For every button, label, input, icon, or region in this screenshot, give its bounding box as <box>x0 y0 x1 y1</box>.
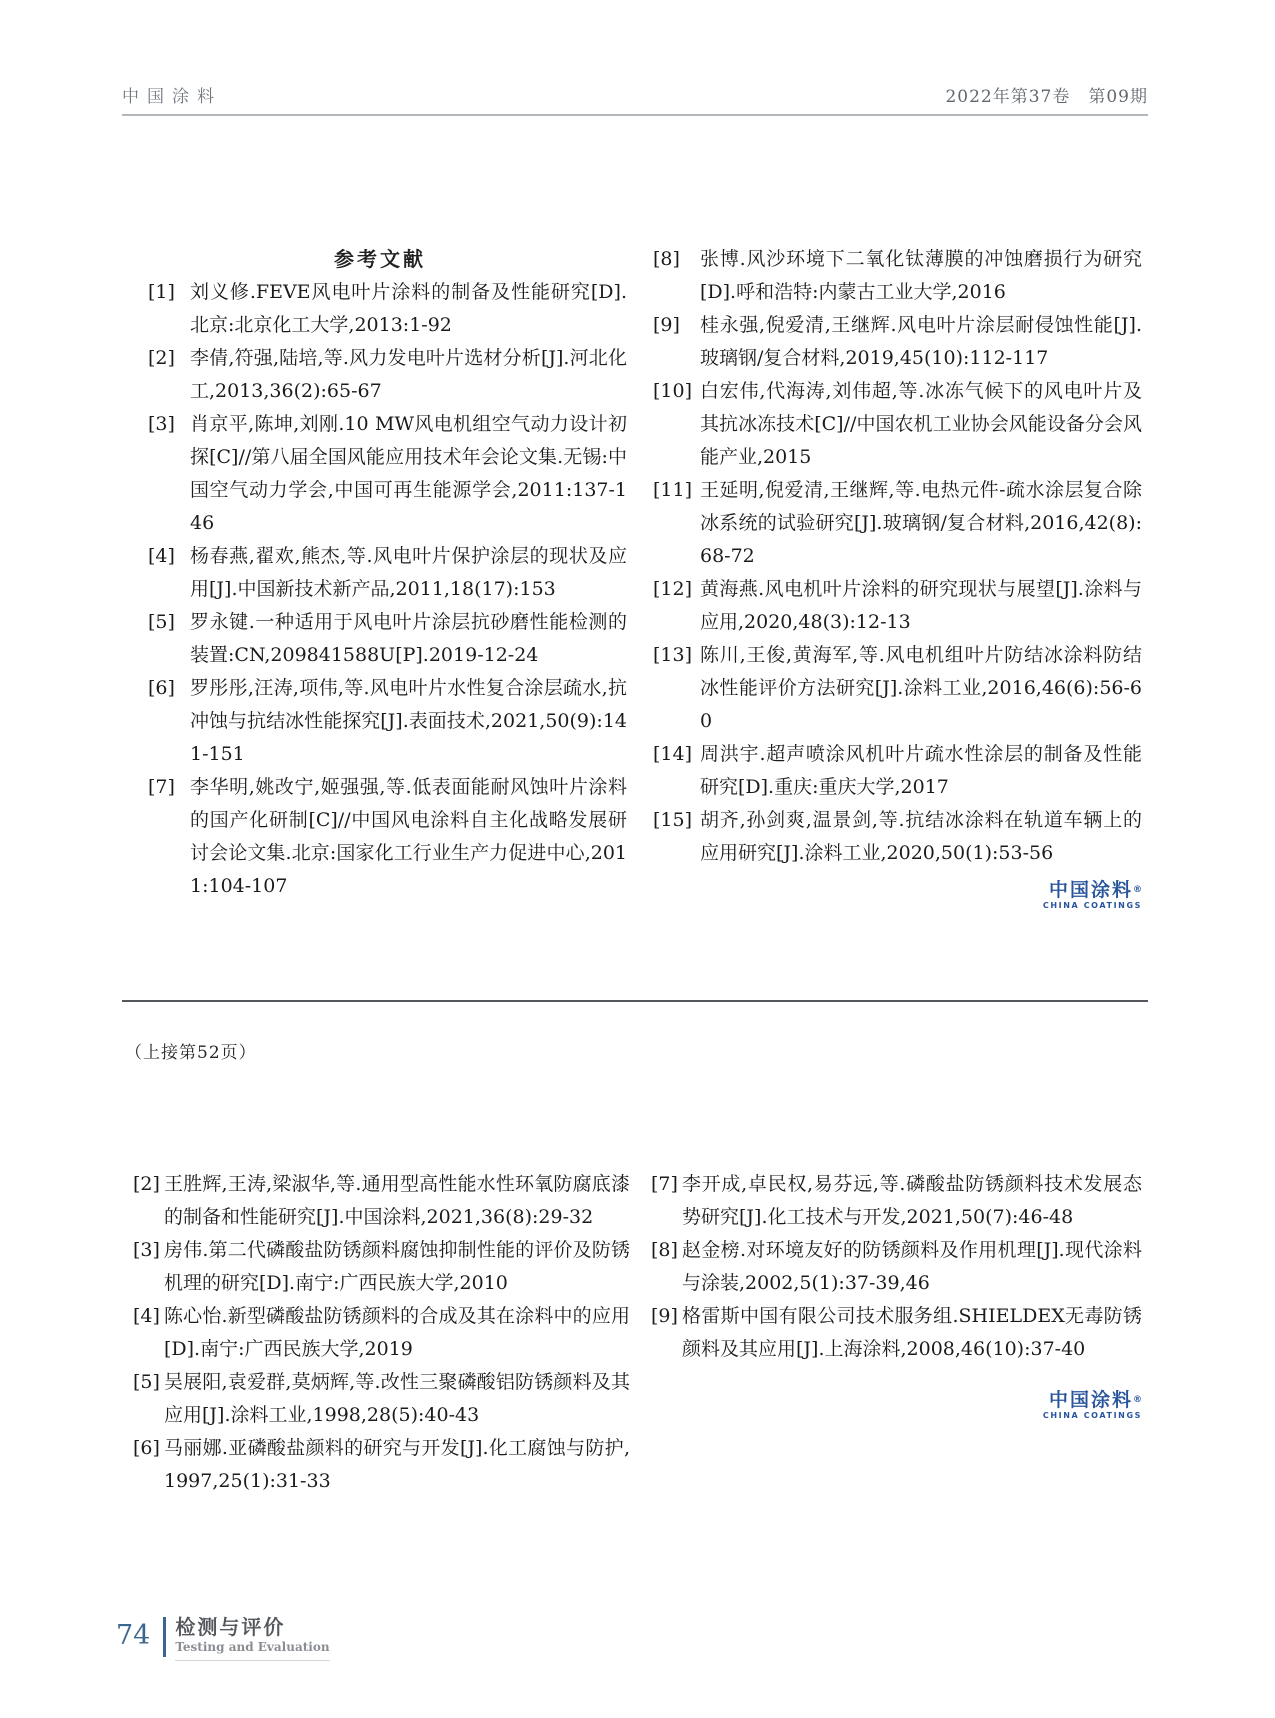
reference-number: [15] <box>653 809 693 831</box>
reference-number: [2] <box>148 347 175 369</box>
logo-name-cn: 中国涂料 <box>1048 1389 1133 1411</box>
references-list-left <box>133 276 627 903</box>
page-footer <box>116 1615 330 1661</box>
reference-entry <box>133 1300 630 1366</box>
page-header <box>122 82 1148 116</box>
reference-number: [4] <box>148 545 175 567</box>
footer-divider-bar <box>163 1617 166 1657</box>
reference-entry <box>133 276 627 342</box>
reference-entry <box>651 1300 1142 1366</box>
reference-text: 罗彤彤,汪涛,项伟,等.风电叶片水性复合涂层疏水,抗冲蚀与抗结冰性能探究[J].表面技术,2021,50(9):141-151 <box>190 677 627 765</box>
reference-entry <box>651 309 1142 375</box>
reference-text: 李倩,符强,陆培,等.风力发电叶片选材分析[J].河北化工,2013,36(2):65-67 <box>190 347 627 402</box>
reference-text: 白宏伟,代海涛,刘伟超,等.冰冻气候下的风电叶片及其抗冰冻技术[C]//中国农机工业协会风能设备分会风能产业,2015 <box>700 380 1142 468</box>
reference-text: 房伟.第二代磷酸盐防锈颜料腐蚀抑制性能的评价及防锈机理的研究[D].南宁:广西民族大学,2010 <box>164 1239 630 1294</box>
continuation-note: （上接第52页） <box>125 1043 257 1063</box>
reference-number: [2] <box>133 1173 160 1195</box>
reference-text: 格雷斯中国有限公司技术服务组.SHIELDEX无毒防锈颜料及其应用[J].上海涂料,2008,46(10):37-40 <box>682 1305 1142 1360</box>
journal-name: 中国涂料 <box>122 87 222 107</box>
logo-text-cn <box>651 880 1142 900</box>
page-number: 74 <box>116 1620 151 1651</box>
reference-number: [1] <box>148 281 175 303</box>
reference-entry <box>651 639 1142 738</box>
china-coatings-logo <box>651 1390 1142 1421</box>
reference-entry <box>133 1168 630 1234</box>
china-coatings-logo <box>651 880 1142 911</box>
reference-number: [8] <box>653 248 680 270</box>
reference-number: [7] <box>651 1173 678 1195</box>
reference-number: [7] <box>148 776 175 798</box>
reference-text: 胡齐,孙剑爽,温景剑,等.抗结冰涂料在轨道车辆上的应用研究[J].涂料工业,2020,50(1):53-56 <box>700 809 1142 864</box>
reference-text: 杨春燕,翟欢,熊杰,等.风电叶片保护涂层的现状及应用[J].中国新技术新产品,2011,18(17):153 <box>190 545 627 600</box>
references-column-left <box>133 243 627 903</box>
reference-number: [8] <box>651 1239 678 1261</box>
reference-entry <box>133 1366 630 1432</box>
continued-references-column-left <box>133 1168 630 1498</box>
reference-text: 肖京平,陈坤,刘刚.10 MW风电机组空气动力设计初探[C]//第八届全国风能应用技术年会论文集.无锡:中国空气动力学会,中国可再生能源学会,2011:137-146 <box>190 413 627 534</box>
reference-text: 王延明,倪爱清,王继辉,等.电热元件-疏水涂层复合除冰系统的试验研究[J].玻璃钢/复合材料,2016,42(8):68-72 <box>700 479 1142 567</box>
reference-text: 罗永键.一种适用于风电叶片涂层抗砂磨性能检测的装置:CN,209841588U[P].2019-12-24 <box>190 611 627 666</box>
reference-entry <box>133 771 627 903</box>
footer-column-block <box>175 1615 329 1661</box>
continued-references-list-right <box>651 1168 1142 1366</box>
reference-entry <box>651 573 1142 639</box>
reference-text: 李华明,姚改宁,姬强强,等.低表面能耐风蚀叶片涂料的国产化研制[C]//中国风电涂料自主化战略发展研讨会论文集.北京:国家化工行业生产力促进中心,2011:104-107 <box>190 776 627 897</box>
reference-number: [4] <box>133 1305 160 1327</box>
reference-entry <box>133 408 627 540</box>
reference-entry <box>651 474 1142 573</box>
section-divider <box>122 1000 1148 1002</box>
reference-number: [13] <box>653 644 693 666</box>
references-title: 参考文献 <box>334 247 426 271</box>
reference-text: 陈心怡.新型磷酸盐防锈颜料的合成及其在涂料中的应用[D].南宁:广西民族大学,2019 <box>164 1305 630 1360</box>
logo-registered-mark: ® <box>1133 885 1142 895</box>
reference-text: 张博.风沙环境下二氧化钛薄膜的冲蚀磨损行为研究[D].呼和浩特:内蒙古工业大学,2016 <box>700 248 1142 303</box>
reference-number: [3] <box>148 413 175 435</box>
logo-registered-mark: ® <box>1133 1395 1142 1405</box>
reference-entry <box>133 342 627 408</box>
reference-number: [5] <box>148 611 175 633</box>
reference-entry <box>133 1234 630 1300</box>
reference-number: [14] <box>653 743 693 765</box>
reference-text: 周洪宇.超声喷涂风机叶片疏水性涂层的制备及性能研究[D].重庆:重庆大学,2017 <box>700 743 1142 798</box>
reference-number: [12] <box>653 578 693 600</box>
logo-name-cn: 中国涂料 <box>1048 879 1133 901</box>
reference-entry <box>133 672 627 771</box>
reference-entry <box>651 243 1142 309</box>
logo-text-en: CHINA COATINGS <box>1042 1411 1142 1420</box>
continued-references-list-left <box>133 1168 630 1498</box>
reference-entry <box>651 738 1142 804</box>
reference-entry <box>651 1234 1142 1300</box>
reference-entry <box>133 1432 630 1498</box>
reference-entry <box>133 540 627 606</box>
reference-entry <box>133 606 627 672</box>
reference-number: [9] <box>651 1305 678 1327</box>
reference-entry <box>651 375 1142 474</box>
reference-text: 吴展阳,袁爱群,莫炳辉,等.改性三聚磷酸铝防锈颜料及其应用[J].涂料工业,1998,28(5):40-43 <box>164 1371 630 1426</box>
reference-entry <box>651 1168 1142 1234</box>
reference-number: [3] <box>133 1239 160 1261</box>
reference-text: 马丽娜.亚磷酸盐颜料的研究与开发[J].化工腐蚀与防护,1997,25(1):31-33 <box>164 1437 630 1492</box>
reference-number: [10] <box>653 380 693 402</box>
reference-text: 陈川,王俊,黄海军,等.风电机组叶片防结冰涂料防结冰性能评价方法研究[J].涂料工业,2016,46(6):56-60 <box>700 644 1142 732</box>
reference-text: 刘义修.FEVE风电叶片涂料的制备及性能研究[D].北京:北京化工大学,2013:1-92 <box>190 281 627 336</box>
footer-column-name-en: Testing and Evaluation <box>175 1640 330 1654</box>
reference-text: 桂永强,倪爱清,王继辉.风电叶片涂层耐侵蚀性能[J].玻璃钢/复合材料,2019,45(10):112-117 <box>700 314 1142 369</box>
reference-number: [6] <box>133 1437 160 1459</box>
logo-text-en: CHINA COATINGS <box>1042 901 1142 910</box>
continued-references-column-right <box>651 1168 1142 1421</box>
reference-text: 李开成,卓民权,易芬远,等.磷酸盐防锈颜料技术发展态势研究[J].化工技术与开发,2021,50(7):46-48 <box>682 1173 1142 1228</box>
reference-entry <box>651 804 1142 870</box>
footer-column-name: 检测与评价 <box>175 1615 286 1639</box>
issue-info: 2022年第37卷 第09期 <box>945 87 1148 107</box>
reference-number: [9] <box>653 314 680 336</box>
reference-text: 王胜辉,王涛,梁淑华,等.通用型高性能水性环氧防腐底漆的制备和性能研究[J].中国涂料,2021,36(8):29-32 <box>164 1173 630 1228</box>
references-list-right <box>651 243 1142 870</box>
reference-number: [11] <box>653 479 693 501</box>
references-column-right <box>651 243 1142 911</box>
reference-text: 赵金榜.对环境友好的防锈颜料及作用机理[J].现代涂料与涂装,2002,5(1):37-39,46 <box>682 1239 1142 1294</box>
reference-text: 黄海燕.风电机叶片涂料的研究现状与展望[J].涂料与应用,2020,48(3):12-13 <box>700 578 1142 633</box>
reference-number: [6] <box>148 677 175 699</box>
reference-number: [5] <box>133 1371 160 1393</box>
logo-text-cn <box>651 1390 1142 1410</box>
